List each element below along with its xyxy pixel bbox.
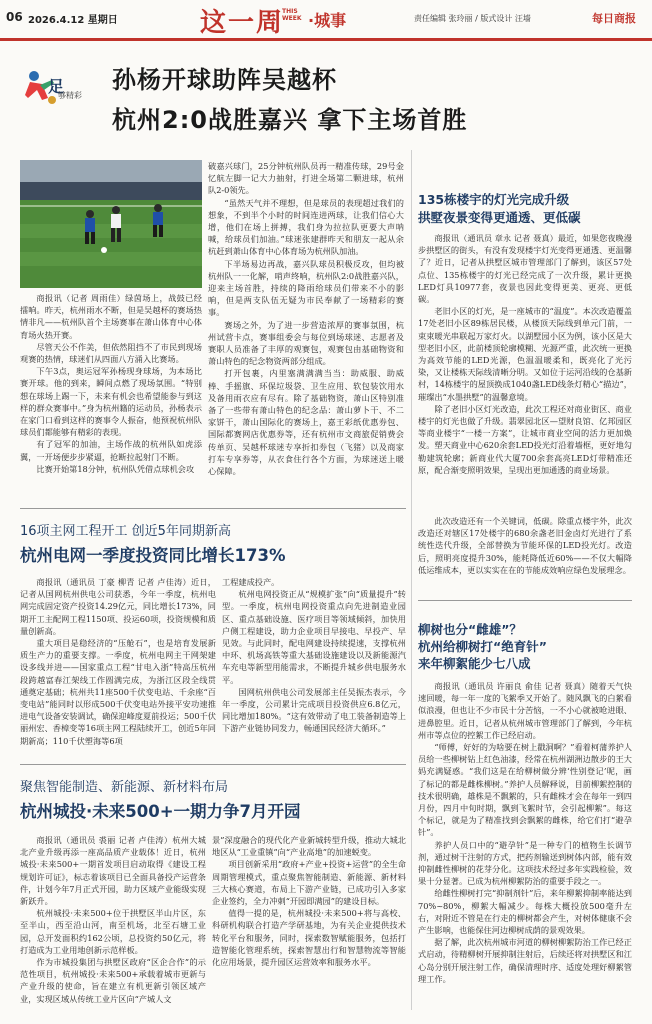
willow-headline-line1: 杭州给柳树打“绝育针” [418,639,547,654]
willow-kicker: 柳树也分“雌雄”？ [418,622,522,637]
grid-paragraph: 工程建成投产。 [222,577,280,587]
lights-paragraph: 除了老旧小区灯光改造，此次工程还对商业街区、商业楼宇的灯光也做了升级。翡翠园北区—望财良馆、亿邦园区等商业楼宇“一楼一方案”，让城市商业空间的活力更加焕发。塑天商业中心620余套LED投光灯沿着墙框，更好地勾勒建筑轮廓；新商业代大厦700余套高亮LED灯带精准还原，配合渐变照明效果，呈现出更加通透的商业场景。 [418,403,632,475]
column-brand-sub: THIS WEEK [282,8,302,22]
grid-body-right [222,576,406,748]
lead-headline-line2: 杭州2:0战胜嘉兴 拿下主场首胜 [112,106,468,134]
willow-paragraph: 据了解，此次杭州城市河道的柳树柳絮防治工作已经正式启动，待精柳树开展抑制注射后，后续还将对拱墅区和江心岛分别开展注射工作，确保清理时序、适度处理好柳絮管理工作。 [418,937,632,984]
editor-credits: 责任编辑 张玲丽 / 版式设计 汪墙 [414,14,531,23]
lead-paragraph: 赛场之外，为了进一步营造浓厚的赛事氛围，杭州试营卡点，赛事组委会与每位到场球迷、志愿者及赛职人员准备了丰厚的观赛包，观赛包由基础物资和萧山特色的纪念物资两部分组成。 [208,319,404,367]
lead-paragraph: “虽然天气并不理想，但是球员的表现超过我们的想象，不到半个小时的时间连进两球，让我们信心大增，他们在场上拼搏，我们身为拉拉队更要大声呐喊，给球员们加油。”球迷张建群昨天和朋友一起从余杭赶到萧山体育中心体育场为杭州队加油。 [208,197,404,257]
soccer-match-photo [20,160,202,288]
section-divider [20,764,406,765]
soccer-match-illustration [20,160,202,288]
willow-paragraph: “师傅，好好的为啥要在树上戳洞啊？”看着柯蒲养护人员给一些柳树钻上红色油漆，经常在杭州湖洲边散步的王大妈充满疑惑。“我们这是在给柳树做分辨‘性别登记’呢，画了标记的都是雌株柳树。”养护人员解释说，目前柳絮控制的技术很明确，雄株是不飘絮的，只有雌株才会在每年一到四月份，四月中旬时期，飘到飞絮时节，会引起柳絮”。每这个标记，就是为了精准找到会飘絮的雌株，给它们打“避孕针”。 [418,742,632,838]
lights-body [418,232,632,512]
willow-paragraph: 商报讯（通讯员 许丽良 俞佳 记者 聂真）随着天气快速回暖，每一年一度的飞絮季又开始了。随风飘飞的白絮看似浪漫，但也让不少市民十分苦恼，一不小心就被呛进眼、进鼻腔里。近日，记者从杭州城市管理部门了解到，今年杭州市等点位的控絮工作已经启动。 [418,681,632,740]
lights-paragraph: 此次改造还有一个关键词，低碳。除重点楼宇外，此次改造还对辖区17处楼宇的680余盏老旧金卤灯光进行了系统性迭代升级，全部替换为节能环保的LED投光灯。改造后，照明亮度提升30%，能耗降低近60%——不仅大幅降低运维成本，更以实实在在的节能成效响应绿色发展理念。 [418,516,632,575]
column-brand: 这一周 [200,8,285,38]
industry-kicker: 聚焦智能制造、新能源、新材料布局 [20,780,229,795]
lead-paragraph: 尽管天公不作美，但依然阻挡不了市民到现场观赛的热情，球迷们从四面八方涌入比赛场。 [20,341,202,365]
lights-paragraph: 商报讯（通讯员 章永 记者 聂真）最近，如果您夜晚漫步拱墅区的街头，有没有发现楼宇灯光变得更通透、更温馨了？近日，记者从拱墅区城市管理部门了解到，该区57处点位、135栋楼宇的灯光已经完成了一次升级，累计更换LED灯具10977套，夜景也因此变得更美、更亮、更低碳。 [418,233,632,305]
lights-paragraph: 老旧小区的灯光，是一座城市的“温度”。本次改造覆盖17处老旧小区89栋居民楼，从楼顶天际线到单元门前，一束束暖光串联起万家灯火。以湖墅园小区为例，该小区是大型老旧小区，此前楼顶轮廓模糊、光源严重，此次统一更换为高效节能的LED光源，色温温暖柔和，既亮化了光污染，又让楼栋天际线清晰分明。又如位于运河沿线的仓基新村，14栋楼宇的屋顶换成1040盏LED线条灯精心“描边”，璀璨出“水墨拱墅”的温馨意境。 [418,306,632,402]
grid-paragraph: 重大项目是稳经济的“压舱石”，也是培育发展新质生产力的重要支撑。一季度，杭州电网主干网架建设多线并进——国家重点工程“甘电入浙”特高压杭州段跨越富春江架线工作圆满完成，为浙江区段全线贯通奠定基础；杭州共11座500千伏变电站、千余座“百变电站”能同时以形成500千伏变电站外接平安功速推进电气设备安装调试，确保迎峰度夏前投运；500千伏丽州宏、香樟变等16项主网工程陆续开工，创近5年同期新高；110千伏塑海等6项 [20,638,216,746]
grid-kicker: 16项主网工程开工 创近5年同期新高 [20,524,231,539]
lead-body-left [20,292,202,488]
lead-headline-line1: 孙杨开球助阵吴越杯 [112,66,337,94]
sports-column-logo [22,68,108,108]
lights-headline: 拱墅夜景变得更通透、更低碳 [418,210,581,225]
lead-paragraph: 有了冠军的加油，主场作战的杭州队如虎添翼，一开场便步步紧逼，抢断拉起射门不断。 [20,439,202,462]
industry-paragraph: 值得一提的是，杭州城投·未来500+将与高校、科研机构联合打造产学研基地，为有关企业提供技术转化平台和服务，同时，探索数智赋能服务，包括打造智能化管理系统，探索智慧出行和智慧物流等智能化应用场景，提升园区运营效率和服务水平。 [212,908,406,968]
willow-paragraph: 养护人员口中的“避孕针”是一种专门的植物生长调节剂，通过树干注射的方式，把药剂输送到树体内部，能有效抑制雌性柳树的花芽分化。这项技术经过多年实践检验，效果十分显著。已成为杭州柳絮防治的重要手段之一。 [418,839,632,887]
header-rule [0,38,652,41]
lead-paragraph: 商报讯（记者 周雨佳）绿茵场上，战鼓已经擂响。昨天，杭州雨水不断，但是吴越杯的赛场热情非凡——杭州队首个主场赛事在萧山体育中心体育场火热开赛。 [20,293,202,340]
lead-paragraph: 打开包裹，内里塞满满满当当：助威服、助威棒、手摇旗、环保垃圾袋、卫生应用、软包装饮用水及备用雨衣应有尽有。除了基础物资，萧山区特别准备了一些带有萧山特色的纪念品：萧山萝卜干、不二家饼干，萧山国际化的赛场上，嘉王彩纸优惠券包、国际都赛网店优惠券等，还有杭州市文商旅促销费会传单页、吴越杯球迷专享折扣券包（飞猪）以及商家打车专享券等，从衣食住行各个方面，为球迷送上暖心保障。 [208,368,404,477]
lead-paragraph: 比赛开始第18分钟，杭州队凭借点球机会攻 [36,463,195,474]
paper-name: 每日商报 [592,12,636,25]
lead-paragraph: 下午3点，奥运冠军孙杨现身球场，为本场比赛开球。他的到来，瞬间点燃了现场氛围。“特别想在球场上踢一下，未来有机会也希望能参与到这样的群众赛事中。”身为杭州籍的运动员，孙杨表示在家门口看到这样的赛事令人振奋，他预祝杭州队球员们都能够有精彩的表现。 [20,366,202,438]
lights-kicker: 135栋楼宇的灯光完成升级 [418,192,570,207]
industry-paragraph: 作为市城投集团与拱墅区政府“区企合作”的示范性项目，杭州城投·未来500+承载着城市更新与产业升级的使命，旨在建立有机更新引领区域产业，实现区域从传统工业片区向“产城人文 [20,957,206,1004]
willow-paragraph: 给雌性柳树打完“抑制剂针”后，来年柳絮抑制率能达到70%~80%，柳絮大幅减少。每株大概投放500毫升左右，对附近不管是在行走的柳树都会产生，对树体健康不会产生影响，也能保住河边柳树成荫的景观效果。 [418,888,632,936]
grid-paragraph: 国网杭州供电公司发展部主任吴振杰表示，今年一季度，公司累计完成项目投资供应6.8亿元，同比增加180%。“这有效带动了电工装备制造等上下游产业链协同发力，畅通国民经济大循环。” [222,686,406,734]
lead-paragraph: 破嘉兴球门，25分钟杭州队员再一精准传球，29号金忆航左脚一记大力抽射，打进全场第二颗进球，杭州队2-0领先。 [208,161,404,196]
logo-char: 足 [48,77,65,96]
industry-headline: 杭州城投·未来500+一期力争7月开园 [20,802,301,821]
section-divider [418,600,632,601]
willow-headline-line2: 来年柳絮能少七八成 [418,656,531,671]
logo-text: 够精彩 [58,91,82,100]
lead-body-right [208,160,404,490]
industry-paragraph: 商报讯（通讯员 裘丽 记者 卢佳涛）杭州大城北产业升级再添一座高品质产业载体！近日，杭州城投·未来500+一期首发项目启动取得《建设工程规划许可证》，标志着该项目已全面具备投产运营条件，计划今年7月正式开园，助力区域产业能级实现新跃升。 [20,835,206,907]
lead-paragraph: 下半场易边再战，嘉兴队球员积极反攻，但均被杭州队一一化解，哨声终响，杭州队2:0战胜嘉兴队，迎来主场首胜，持续的降雨给球员们带来不小的影响，但是两支队伍无疑为市民奉献了一场精彩的赛事。 [208,258,404,318]
industry-body-right [212,834,406,1004]
lights-body-continued [418,515,632,585]
column-divider [411,150,412,1010]
industry-paragraph: 景”深度融合的现代化产业新城转型升级，推动大城北地区从“工业重镇”向“产业高地”的加速蜕变。 [212,835,406,858]
industry-paragraph: 杭州城投·未来500+位于拱墅区半山片区，东至半山，西至沿山河，南至机场，北至石塘工业园，总开发面积约162公顷，总投资约50亿元，将打造成为工业用地创新示范样板。 [20,908,206,955]
grid-paragraph: 杭州电网投资正从“规模扩张”向“质量提升”转型。一季度，杭州电网投资重点向先进制造业园区、重点基础设施、医疗项目等领域倾斜，加快用户侧工程建设，助力企业项目早接电、早投产、早见效。与此同时，配电网建设持续提速，支撑杭州中环、机场高铁等重大基础设施建设以及新能源汽车充电等新型用能需求，不断提升城乡供电服务水平。 [222,589,406,685]
willow-body [418,680,632,1010]
grid-headline: 杭州电网一季度投资同比增长173% [20,546,286,565]
industry-body-left [20,834,206,1004]
section-divider [20,508,406,509]
issue-date: 2026.4.12 星期日 [28,15,118,26]
grid-paragraph: 商报讯（通讯员 丁豪 柳青 记者 卢佳涛）近日，记者从国网杭州供电公司获悉，今年一季度，杭州电网完成固定资产投资14.29亿元，同比增长173%，同期开工主配网工程1150项、投运60项，投资规模和质量创新高。 [20,577,216,636]
grid-body-left [20,576,216,748]
section-name: ·城事 [308,11,347,30]
page-number: 06 [6,10,23,24]
industry-paragraph: 项目创新采用“政府+产业+投资+运营”的全生命周期管理模式，重点聚焦智能制造、新能源、新材料三大核心赛道，布局上下游产业链，已成功引入多家企业签约，全力冲刺“开园即满园”的建设目标。 [212,859,406,907]
